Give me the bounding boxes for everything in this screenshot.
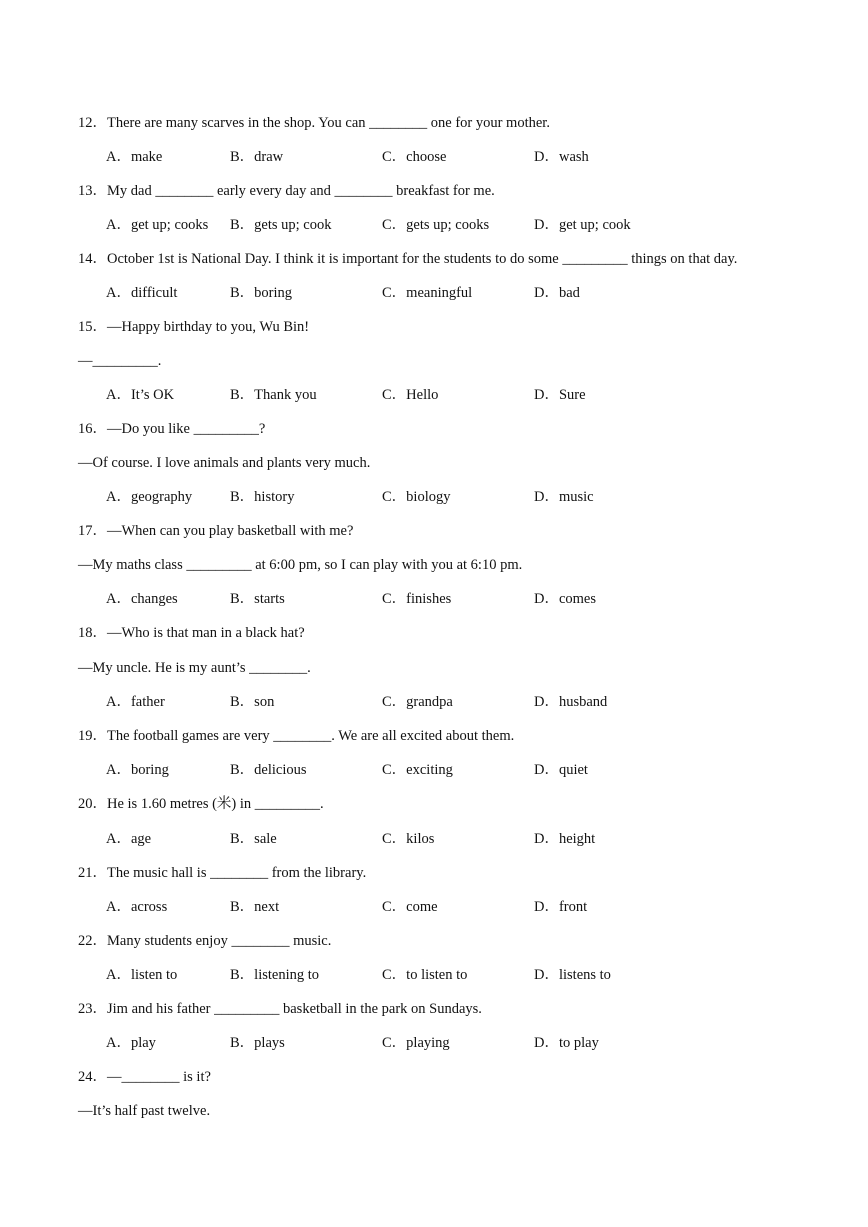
option-b: B．listening to xyxy=(230,967,320,983)
option-d: D．wash xyxy=(534,149,589,165)
option-b: B．sale xyxy=(230,831,277,847)
option-c: C．Hello xyxy=(382,387,439,403)
question-21-stem: 21．The music hall is ________ from the library. xyxy=(78,865,367,881)
option-d: D．music xyxy=(534,489,594,505)
question-22-options xyxy=(0,966,868,984)
option-d: D．height xyxy=(534,831,596,847)
question-15-options xyxy=(0,386,868,404)
option-d: D．front xyxy=(534,899,588,915)
question-21-options xyxy=(0,898,868,916)
question-18-stem: 18．—Who is that man in a black hat? xyxy=(78,625,305,641)
option-b: B．starts xyxy=(230,591,285,607)
question-13-options xyxy=(0,216,868,234)
option-c: C．finishes xyxy=(382,591,452,607)
option-d: D．quiet xyxy=(534,762,588,778)
question-14-stem: 14．October 1st is National Day. I think it is important for the students to do some _________ things on that day. xyxy=(78,251,738,267)
question-17-options xyxy=(0,590,868,608)
question-16-options xyxy=(0,488,868,506)
question-14-options xyxy=(0,284,868,302)
question-12-options xyxy=(0,148,868,166)
option-c: C．biology xyxy=(382,489,451,505)
question-17-stem: 17．—When can you play basketball with me? xyxy=(78,523,354,539)
option-d: D．listens to xyxy=(534,967,611,983)
question-17-response: —My maths class _________ at 6:00 pm, so I can play with you at 6:10 pm. xyxy=(78,557,523,573)
question-16-response: —Of course. I love animals and plants very much. xyxy=(78,455,371,471)
option-b: B．son xyxy=(230,694,275,710)
question-18-response: —My uncle. He is my aunt’s ________. xyxy=(78,660,311,676)
question-24-response: —It’s half past twelve. xyxy=(78,1103,211,1119)
option-b: B．boring xyxy=(230,285,293,301)
question-20-stem: 20．He is 1.60 metres (米) in _________. xyxy=(78,796,324,812)
option-c: C．grandpa xyxy=(382,694,453,710)
option-a: A．father xyxy=(106,694,165,710)
question-15-response: —_________. xyxy=(78,353,162,369)
option-b: B．plays xyxy=(230,1035,285,1051)
option-c: C．kilos xyxy=(382,831,435,847)
option-b: B．Thank you xyxy=(230,387,317,403)
question-20-options xyxy=(0,830,868,848)
question-16-stem: 16．—Do you like _________? xyxy=(78,421,266,437)
option-b: B．delicious xyxy=(230,762,307,778)
option-a: A．across xyxy=(106,899,168,915)
option-a: A．age xyxy=(106,831,152,847)
question-24-stem: 24．—________ is it? xyxy=(78,1069,211,1085)
option-c: C．playing xyxy=(382,1035,450,1051)
option-b: B．history xyxy=(230,489,295,505)
question-23-options xyxy=(0,1034,868,1052)
option-c: C．gets up; cooks xyxy=(382,217,490,233)
option-c: C．choose xyxy=(382,149,447,165)
option-d: D．bad xyxy=(534,285,580,301)
option-c: C．meaningful xyxy=(382,285,473,301)
option-a: A．It’s OK xyxy=(106,387,175,403)
option-b: B．draw xyxy=(230,149,284,165)
option-d: D．comes xyxy=(534,591,597,607)
option-d: D．to play xyxy=(534,1035,599,1051)
option-d: D．get up; cook xyxy=(534,217,631,233)
question-13-stem: 13．My dad ________ early every day and ________ breakfast for me. xyxy=(78,183,495,199)
option-b: B．gets up; cook xyxy=(230,217,332,233)
option-c: C．to listen to xyxy=(382,967,468,983)
question-19-options xyxy=(0,761,868,779)
option-c: C．come xyxy=(382,899,438,915)
option-a: A．make xyxy=(106,149,163,165)
option-a: A．get up; cooks xyxy=(106,217,209,233)
option-c: C．exciting xyxy=(382,762,453,778)
option-b: B．next xyxy=(230,899,280,915)
question-19-stem: 19．The football games are very ________. We are all excited about them. xyxy=(78,728,515,744)
question-23-stem: 23．Jim and his father _________ basketball in the park on Sundays. xyxy=(78,1001,482,1017)
question-15-stem: 15．—Happy birthday to you, Wu Bin! xyxy=(78,319,310,335)
option-a: A．listen to xyxy=(106,967,178,983)
question-12-stem: 12．There are many scarves in the shop. You can ________ one for your mother. xyxy=(78,115,550,131)
option-d: D．Sure xyxy=(534,387,586,403)
option-a: A．boring xyxy=(106,762,169,778)
option-a: A．changes xyxy=(106,591,178,607)
question-18-options xyxy=(0,693,868,711)
option-a: A．difficult xyxy=(106,285,178,301)
option-a: A．geography xyxy=(106,489,193,505)
option-a: A．play xyxy=(106,1035,156,1051)
question-22-stem: 22．Many students enjoy ________ music. xyxy=(78,933,332,949)
option-d: D．husband xyxy=(534,694,608,710)
